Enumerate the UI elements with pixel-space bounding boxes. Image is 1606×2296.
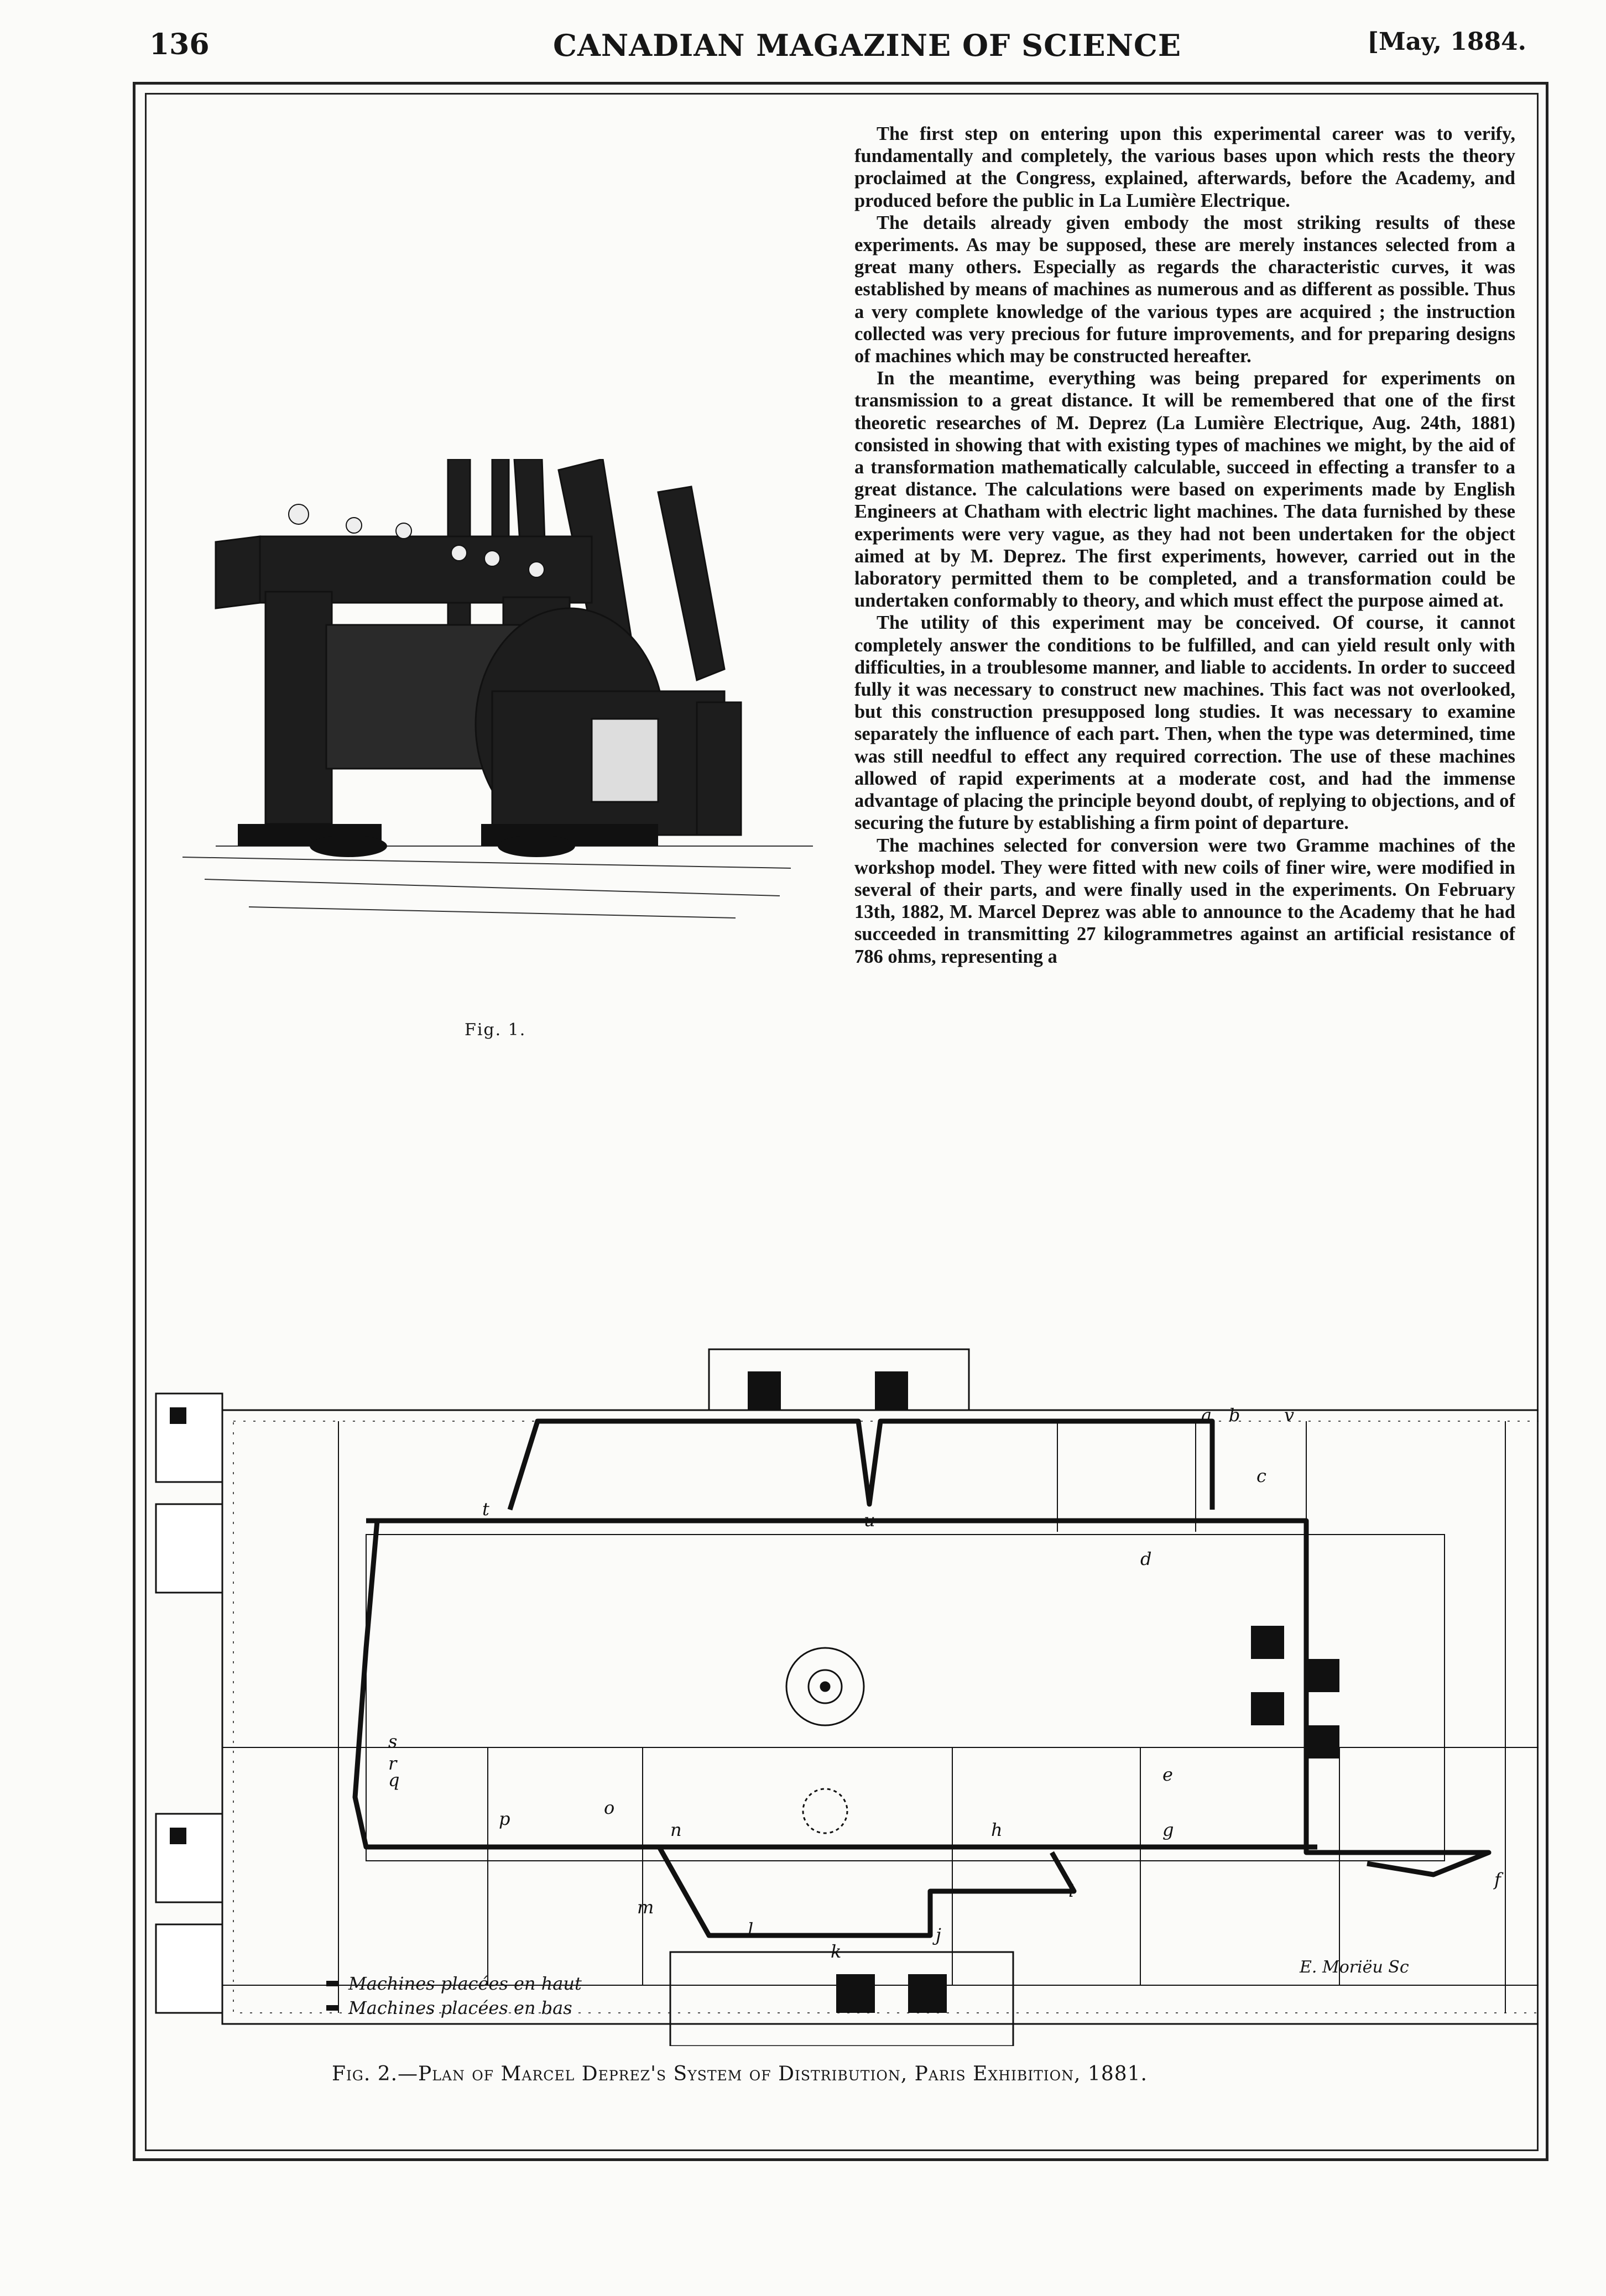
plan-label-p: p [499,1808,510,1829]
plan-label-g: g [1162,1819,1174,1840]
plan-label-d: d [1140,1548,1152,1569]
plan-label-a: a [1201,1405,1212,1426]
plan-label-i: i [1068,1880,1075,1901]
plan-label-f: f [1494,1869,1501,1890]
paragraph: The details already given embody the most striking results of these experiments. As may be supposed, these are merely instances selected from a great many others. Especially as regards the characteristic curves, it was established by means of machines as numerous and as different as possible. Thus a very complete knowledge of the various types are acquired ; the instruction collected was very precious for future improvements, and for preparing designs of machines which may be constructed hereafter. [854,212,1515,367]
plan-label-m: m [637,1897,654,1918]
plan-label-u: u [864,1510,875,1531]
page-number: 136 [149,28,210,61]
journal-title: CANADIAN MAGAZINE OF SCIENCE [553,28,1182,63]
figure-2-legend [326,1971,582,2020]
plan-label-c: c [1256,1465,1266,1486]
legend-marker-icon [326,2005,338,2011]
figure-1-dynamo-illustration [182,459,846,957]
page-header [149,22,1526,72]
plan-label-o: o [604,1797,615,1818]
plan-label-e: e [1162,1764,1173,1785]
paragraph: The utility of this experiment may be conceived. Of course, it cannot completely answer the conditions to be fulfilled, and can yield result only with difficulties, in a troublesome manner, and liable to accidents. In order to succeed fully it was necessary to construct new machines. This fact was not overlooked, but this construction presupposed long studies. It was necessary to examine separately the influence of each part. Then, when the type was determined, time was still needful to effect any required correction. The use of these machines allowed of rapid experiments at a moderate cost, and had the immense advantage of placing the principle beyond doubt, of replying to objections, and of securing the future by establishing a firm point of departure. [854,612,1515,834]
figure-1-caption: Fig. 1. [465,1020,526,1040]
plan-label-j: j [936,1924,941,1945]
plan-label-s: s [388,1731,398,1752]
engraver-signature: E. Moriëu Sc [1300,1958,1409,1977]
issue-date: [May, 1884. [1367,28,1526,56]
plan-label-l: l [748,1919,754,1940]
legend-item [326,1996,582,2020]
plan-label-b: b [1229,1405,1240,1426]
legend-label: Machines placées en haut [348,1973,582,1994]
paragraph: In the meantime, everything was being prepared for experiments on transmission to a great distance. It will be remembered that one of the first theoretic researches of M. Deprez (La Lumière Electrique, Aug. 24th, 1881) consisted in showing that with existing types of machines we might, by the aid of a transformation mathematically calculable, succeed in effecting a transfer to a great distance. The calculations were based on experiments made by English Engineers at Chatham with electric light machines. The data furnished by these experiments were very vague, as they had not been undertaken for the object aimed at by M. Deprez. The first experiments, however, carried out in the laboratory permitted them to be completed, and a transformation could be undertaken conformably to theory, and which must effect the purpose aimed at. [854,368,1515,612]
article-body [854,123,1515,1290]
plan-label-k: k [831,1941,842,1962]
plan-label-q: q [388,1770,400,1791]
paragraph: The first step on entering upon this experimental career was to verify, fundamentally and completely, the various bases upon which rests the theory proclaimed at the Congress, explained, afterwards, before the Academy, and produced before the public in La Lumière Electrique. [854,123,1515,211]
legend-item [326,1971,582,1996]
paragraph: The machines selected for conversion were two Gramme machines of the workshop model. They were fitted with new coils of finer wire, were modified in several of their parts, and were finally used in the experiments. On February 13th, 1882, M. Marcel Deprez was able to announce to the Academy that he had succeeded in transmitting 27 kilogrammetres against an artificial resistance of 786 ohms, representing a [854,834,1515,967]
plan-label-n: n [670,1819,682,1840]
plan-label-h: h [991,1819,1003,1840]
legend-marker-icon [326,1981,338,1986]
plan-label-v: v [1284,1405,1295,1426]
legend-label: Machines placées en bas [348,1997,572,2018]
figure-2-distribution-plan [145,1338,1539,2046]
plan-label-r: r [388,1753,397,1774]
figure-2-caption: Fig. 2.—Plan of Marcel Deprez's System of Distribution, Paris Exhibition, 1881. [332,2063,1148,2085]
plan-label-t: t [482,1499,489,1520]
